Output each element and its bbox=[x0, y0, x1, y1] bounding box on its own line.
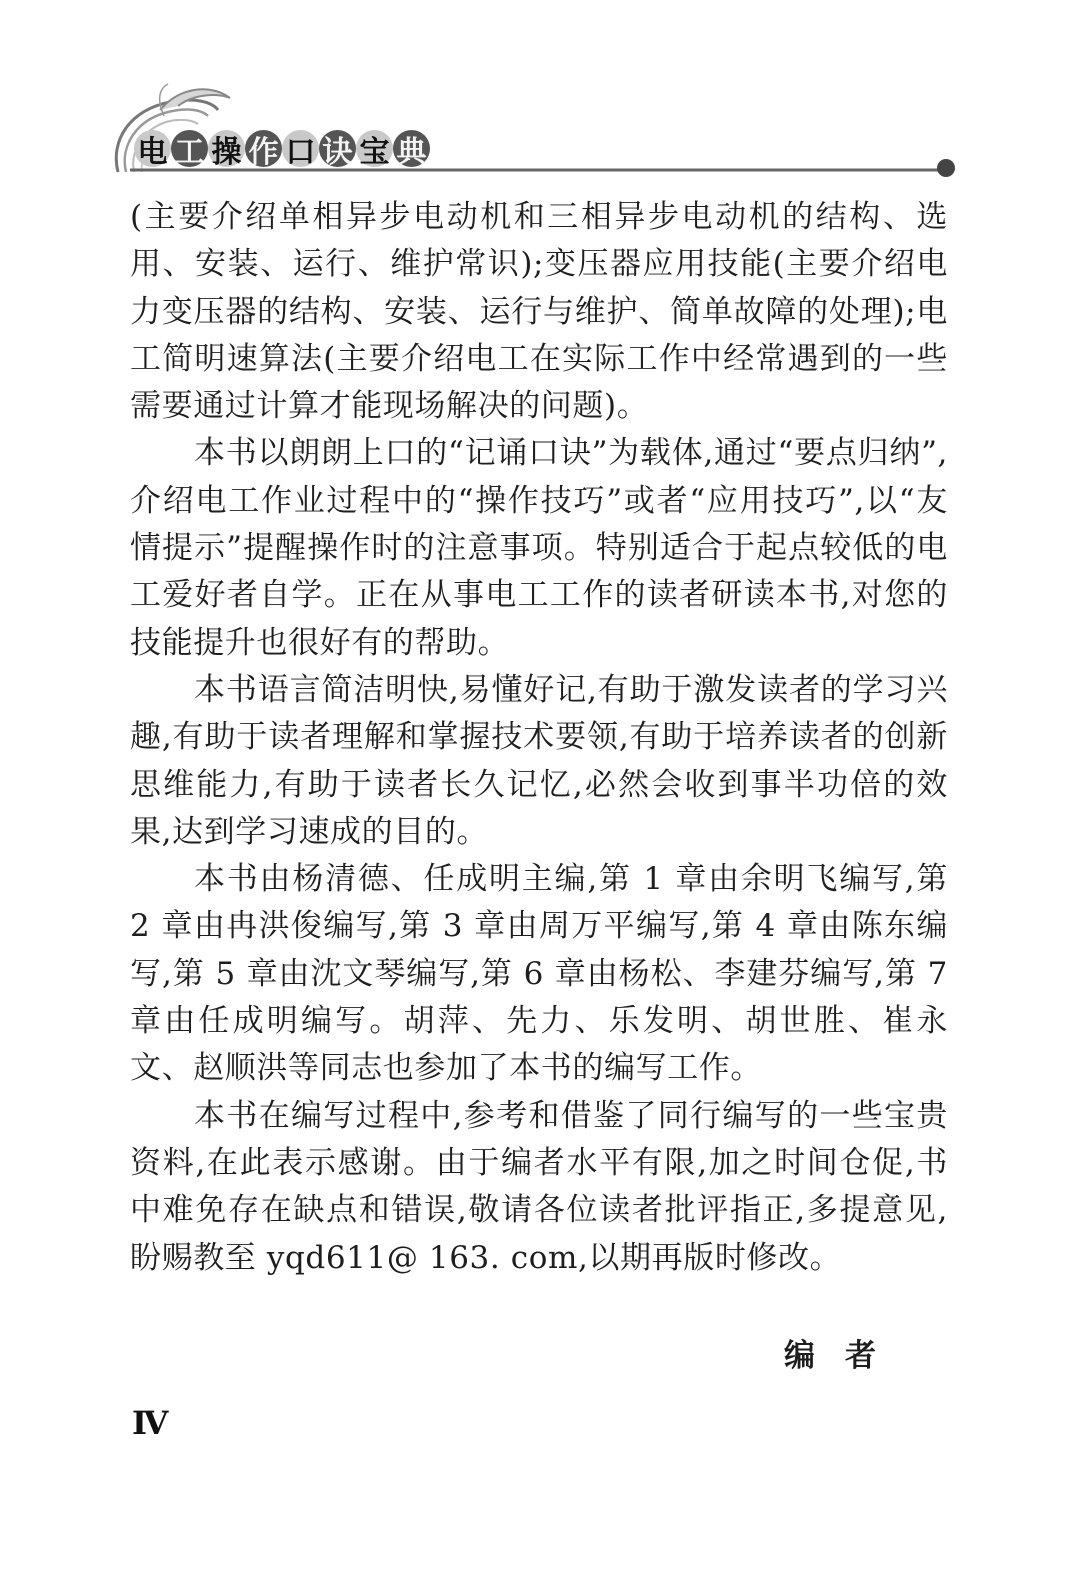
book-title bbox=[134, 130, 430, 170]
paragraph: 本书以朗朗上口的“记诵口诀”为载体,通过“要点归纳”,介绍电工作业过程中的“操作技巧”或者“应用技巧”,以“友情提示”提醒操作时的注意事项。特别适合于起点较低的电工爱好者自学。正在从事电工工作的读者研读本书,对您的技能提升也很好有的帮助。 bbox=[130, 435, 948, 661]
title-char: 作 bbox=[245, 130, 282, 167]
paragraph: (主要介绍单相异步电动机和三相异步电动机的结构、选用、安装、运行、维护常识);变压器应用技能(主要介绍电力变压器的结构、安装、运行与维护、简单故障的处理);电工简明速算法(主要介绍电工在实际工作中经常遇到的一些需要通过计算才能现场解决的问题)。 bbox=[130, 199, 948, 425]
page-number: Ⅳ bbox=[132, 1404, 169, 1442]
title-char: 诀 bbox=[319, 130, 356, 167]
running-header bbox=[100, 80, 980, 190]
paragraph: 本书在编写过程中,参考和借鉴了同行编写的一些宝贵资料,在此表示感谢。由于编者水平有限,加之时间仓促,书中难免存在缺点和错误,敬请各位读者批评指正,多提意见,盼赐教至 yqd611@ 163. com,以期再版时修改。 bbox=[130, 1097, 948, 1276]
body-text bbox=[130, 194, 948, 1282]
paragraph: 本书由杨清德、任成明主编,第 1 章由余明飞编写,第 2 章由冉洪俊编写,第 3 章由周万平编写,第 4 章由陈东编写,第 5 章由沈文琴编写,第 6 章由杨松、李建芬编写,第 7 章由任成明编写。胡萍、先力、乐发明、胡世胜、崔永文、赵顺洪等同志也参加了本书的编写工作。 bbox=[130, 861, 948, 1087]
title-char: 宝 bbox=[356, 130, 393, 167]
title-char: 工 bbox=[171, 130, 208, 167]
title-char: 电 bbox=[134, 130, 171, 167]
title-char: 口 bbox=[282, 130, 319, 167]
title-char: 操 bbox=[208, 130, 245, 167]
title-char: 典 bbox=[393, 130, 430, 167]
author-signature: 编者 bbox=[784, 1338, 906, 1374]
paragraph: 本书语言简洁明快,易懂好记,有助于激发读者的学习兴趣,有助于读者理解和掌握技术要领,有助于培养读者的创新思维能力,有助于读者长久记忆,必然会收到事半功倍的效果,达到学习速成的目的。 bbox=[130, 671, 948, 850]
